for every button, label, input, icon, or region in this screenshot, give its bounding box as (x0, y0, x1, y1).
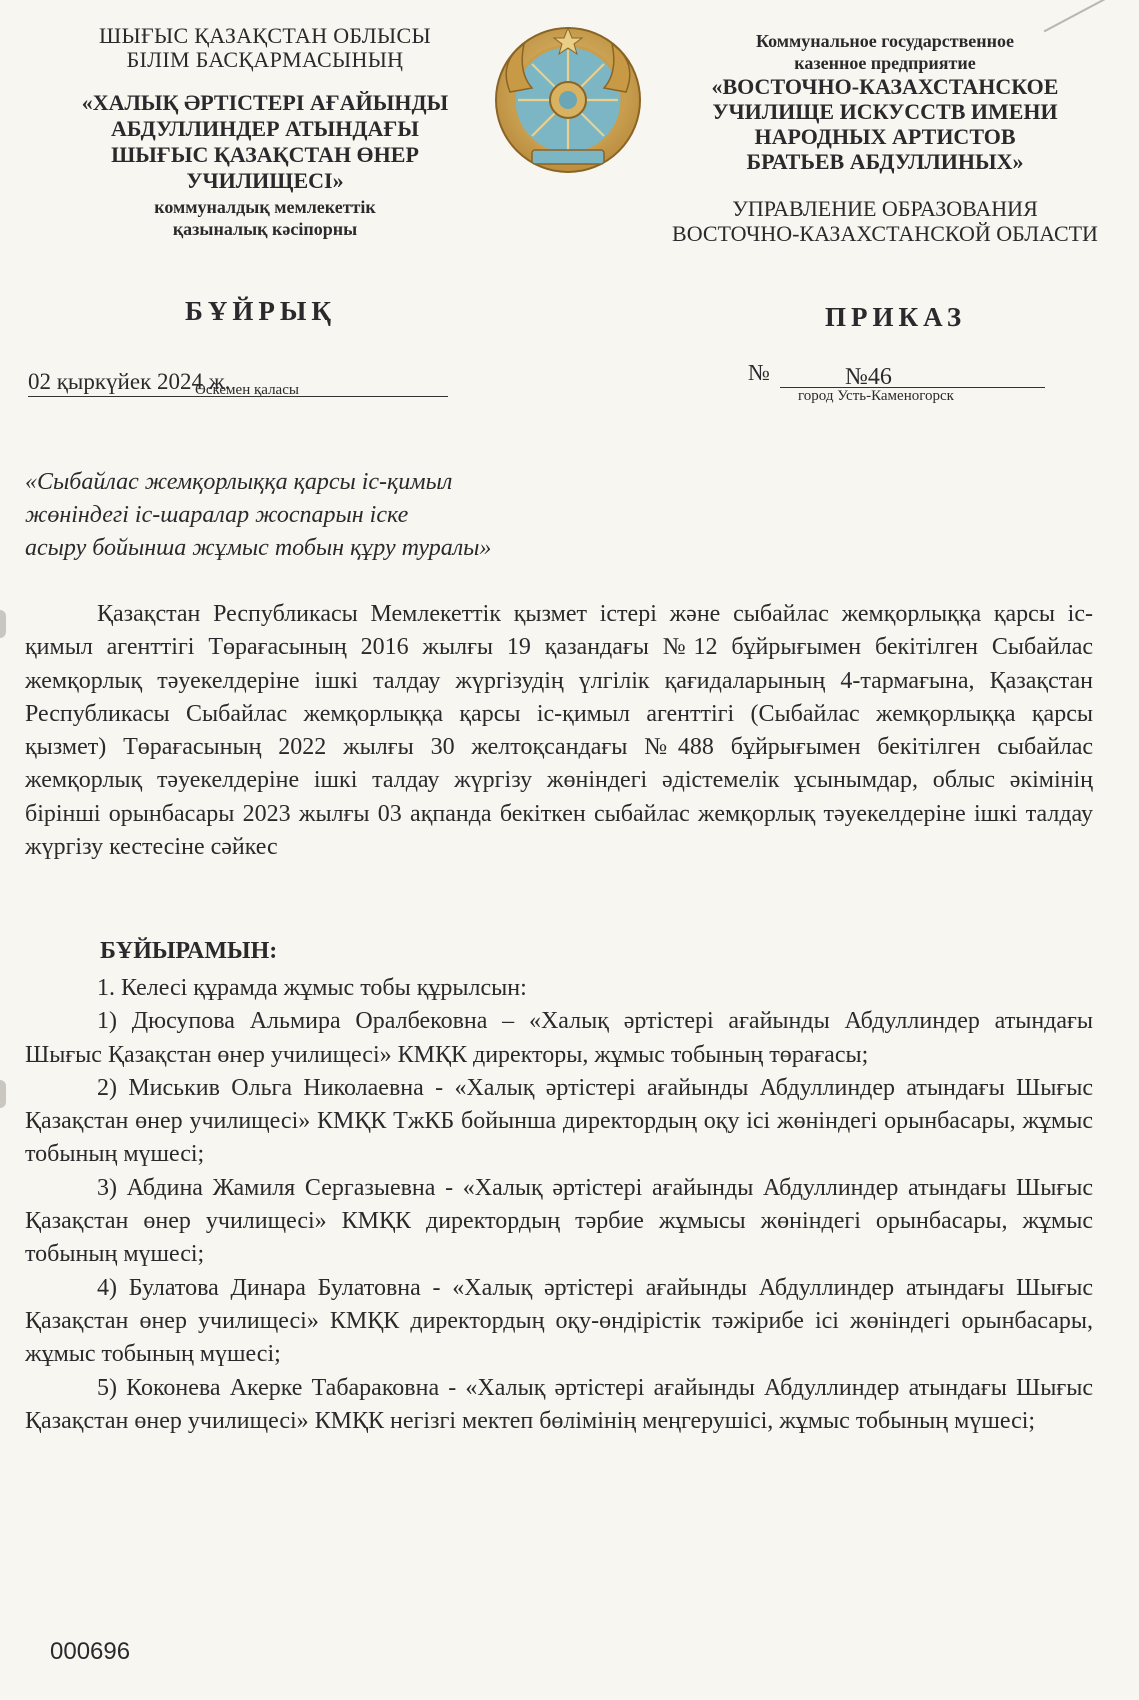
scan-hole-mark (0, 1080, 6, 1108)
header-right-ru (660, 30, 1110, 246)
scan-hole-mark (0, 610, 6, 638)
list-item: 4) Булатова Динара Булатовна - «Халық әртістері ағайынды Абдуллиндер атындағы Шығыс Қазақстан өнер училищесі» КМҚК директордың оқу-өндірістік тәжірибе ісі жөніндегі орынбасары, жұмыс тобының мүшесі; (25, 1274, 1093, 1368)
org-name-line: НАРОДНЫХ АРТИСТОВ (754, 124, 1016, 149)
order-items (25, 972, 1093, 1438)
list-item: 3) Абдина Жамиля Сергазыевна - «Халық әртістері ағайынды Абдуллиндер атындағы Шығыс Қазақстан өнер училищесі» КМҚК директордың тәрбие жұмысы жөніндегі орынбасары, жұмыс тобының мүшесі; (25, 1174, 1093, 1268)
order-date: 02 қыркүйек 2024 ж. (28, 369, 231, 394)
list-item: 2) Миськив Ольга Николаевна - «Халық әртістері ағайынды Абдуллиндер атындағы Шығыс Қазақстан өнер училищесі» КМҚК ТжКБ бойынша директордың оқу ісі жөніндегі орынбасары, жұмыс тобының мүшесі; (25, 1074, 1093, 1168)
org-name-line: «ВОСТОЧНО-КАЗАХСТАНСКОЕ (711, 74, 1059, 99)
dept-line: ВОСТОЧНО-КАЗАХСТАНСКОЙ ОБЛАСТИ (672, 221, 1098, 246)
city-kz: Өскемен қаласы (195, 382, 299, 398)
dept-line: УПРАВЛЕНИЕ ОБРАЗОВАНИЯ (732, 196, 1038, 221)
order-title-kz: БҰЙРЫҚ (185, 296, 336, 326)
subject-line: «Сыбайлас жемқорлыққа қарсы іс-қимыл (25, 469, 453, 495)
org-type-kz (55, 196, 475, 240)
number-sign: № (748, 360, 770, 385)
order-title-ru: ПРИКАЗ (825, 302, 967, 332)
org-name-line: УЧИЛИЩЕ ИСКУССТВ ИМЕНИ (712, 99, 1058, 124)
org-name-line: ШЫҒЫС ҚАЗАҚСТАН ӨНЕР (111, 142, 419, 167)
region-line: ШЫҒЫС ҚАЗАҚСТАН ОБЛЫСЫ (99, 23, 431, 48)
org-name-line: «ХАЛЫҚ ӘРТІСТЕРІ АҒАЙЫНДЫ (81, 90, 449, 115)
number-underline (780, 363, 1045, 388)
org-name-kz (55, 90, 475, 194)
state-emblem-icon (488, 22, 648, 182)
org-type-line: казенное предприятие (794, 53, 976, 73)
department-line: БІЛІМ БАСҚАРМАСЫНЫҢ (126, 47, 404, 72)
list-item: 1) Дюсупова Альмира Оралбековна – «Халық әртістері ағайынды Абдуллиндер атындағы Шығыс Қазақстан өнер училищесі» КМҚК директоры, жұмыс тобының төрағасы; (25, 1008, 1093, 1068)
list-item: 1. Келесі құрамда жұмыс тобы құрылсын: (97, 975, 527, 1001)
org-name-line: УЧИЛИЩЕСІ» (186, 168, 344, 193)
subject-line: жөніндегі іс-шаралар жоспарын іске (25, 502, 409, 528)
org-type-line: Коммунальное государственное (755, 31, 1015, 51)
order-number: №46 (845, 364, 892, 390)
pen-mark (1044, 0, 1107, 32)
order-subject (25, 466, 645, 565)
decree-word: БҰЙЫРАМЫН: (100, 938, 278, 964)
city-ru: город Усть-Каменогорск (798, 388, 954, 404)
preamble-paragraph: Қазақстан Республикасы Мемлекеттік қызмет істері және сыбайлас жемқорлыққа қарсы іс-қимыл агенттігі Төрағасының 2016 жылғы 19 қазандағы №12 бұйрығымен бекітілген Сыбайлас жемқорлық тәуекелдеріне ішкі талдау жүргізудің үлгілік қағидаларының 4-тармағына, Қазақстан Республикасы Сыбайлас жемқорлыққа қарсы іс-қимыл агенттігі (Сыбайлас жемқорлыққа қарсы қызмет) Төрағасының 2022 жылғы 30 желтоқсандағы №488 бұйрығымен бекітілген сыбайлас жемқорлық тәуекелдеріне ішкі талдау жүргізу жөніндегі әдістемелік ұсынымдар, облыс әкімінің бірінші орынбасары 2023 жылғы 03 ақпанда бекіткен сыбайлас жемқорлық тәуекелдеріне ішкі талдау жүргізу кестесіне сәйкес (25, 601, 1093, 861)
header-left-kz (55, 24, 475, 240)
document-serial-number: 000696 (50, 1638, 131, 1665)
org-type-line: қазыналық кәсіпорны (172, 219, 358, 239)
org-name-line: БРАТЬЕВ АБДУЛЛИНЫХ» (746, 149, 1024, 174)
org-type-line: коммуналдық мемлекеттік (154, 197, 376, 217)
org-name-line: АБДУЛЛИНДЕР АТЫНДАҒЫ (111, 116, 419, 141)
subject-line: асыру бойынша жұмыс тобын құру туралы» (25, 535, 492, 561)
dept-ru (660, 196, 1110, 246)
list-item: 5) Коконева Акерке Табараковна - «Халық әртістері ағайынды Абдуллиндер атындағы Шығыс Қазақстан өнер училищесі» КМҚК негізгі мектеп бөлімінің меңгерушісі, жұмыс тобының мүшесі; (25, 1374, 1093, 1434)
preamble-block (25, 598, 1093, 864)
